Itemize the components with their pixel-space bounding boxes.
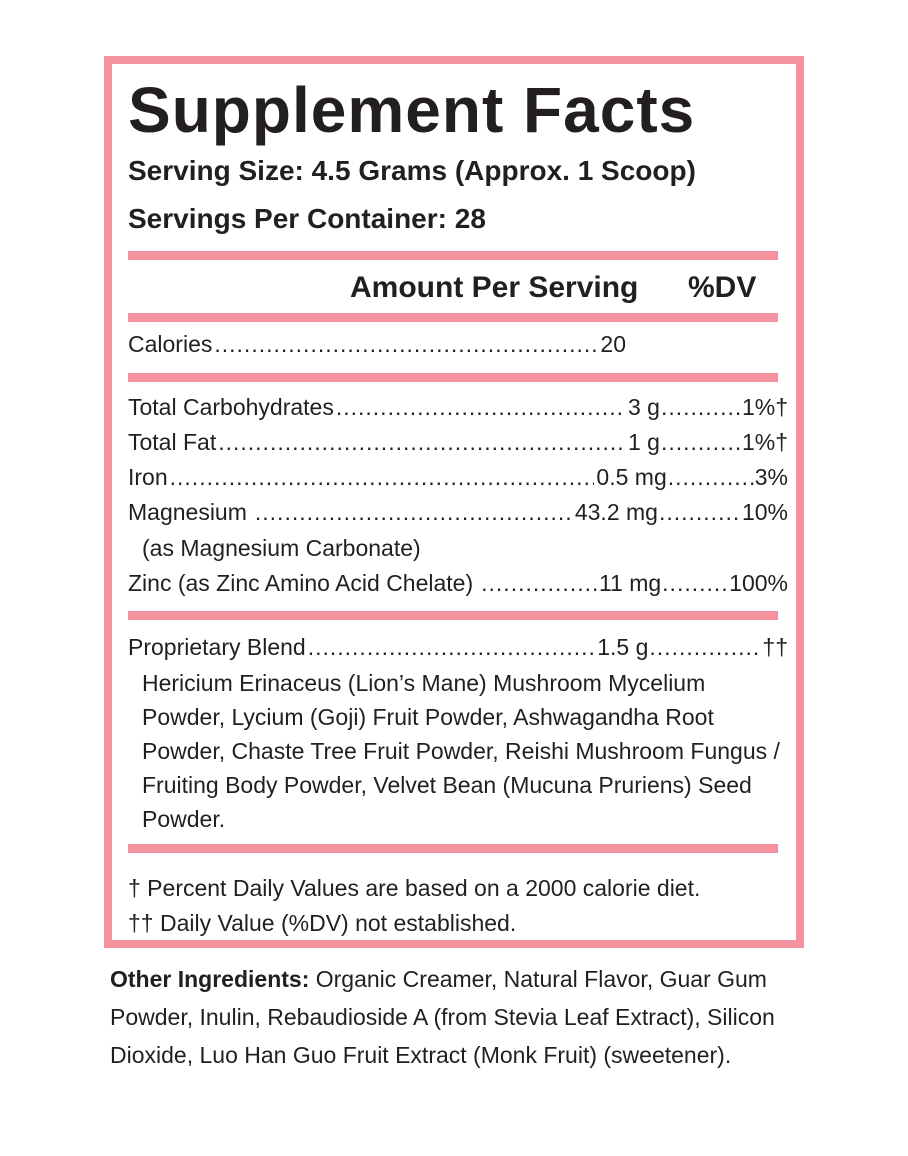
other-ingredients-label: Other Ingredients: [110, 966, 310, 992]
nutrient-dv: 10% [741, 499, 788, 525]
nutrient-amount: 11 mg [598, 570, 662, 596]
leader-dots [659, 497, 741, 527]
calories-amount: 20 [600, 331, 626, 357]
blend-dv: †† [762, 634, 788, 660]
nutrient-row [128, 427, 788, 457]
divider-thick [128, 251, 778, 260]
calories-row [128, 329, 626, 359]
leader-dots [661, 392, 741, 422]
leader-dots [255, 497, 573, 527]
footnote-not-established: †† Daily Value (%DV) not established. [128, 910, 517, 936]
panel-content [128, 64, 788, 940]
zinc-row [128, 568, 788, 598]
divider-calories [128, 373, 778, 382]
blend-label: Proprietary Blend [128, 634, 306, 660]
nutrient-dv: 100% [729, 570, 788, 596]
panel-title: Supplement Facts [128, 74, 696, 146]
nutrient-amount: 0.5 mg [596, 464, 667, 490]
other-ingredients [110, 960, 810, 1074]
blend-ingredients: Hericium Erinaceus (Lion’s Mane) Mushroom Mycelium Powder, Lycium (Goji) Fruit Powder, Ashwagandha Root Powder, Chaste Tree Fruit Powder, Reishi Mushroom Fungus / Fruiting Body Powder, Velvet Bean (Mucuna Pruriens) Seed Powder. [142, 670, 780, 832]
blend-row [128, 632, 788, 662]
header-amount: Amount Per Serving [350, 271, 639, 304]
other-ingredients-text: Organic Creamer, Natural Flavor, Guar Gum Powder, Inulin, Rebaudioside A (from Stevia Leaf Extract), Silicon Dioxide, Luo Han Guo Fruit Extract (Monk Fruit) (sweetener). [110, 966, 775, 1068]
nutrient-dv: 1%† [741, 394, 788, 420]
nutrient-label: Total Fat [128, 429, 217, 455]
nutrient-row [128, 462, 788, 492]
servings-per-container: Servings Per Container: 28 [128, 203, 486, 234]
leader-dots [308, 632, 596, 662]
nutrient-amount: 3 g [627, 394, 660, 420]
footnote-dv: † Percent Daily Values are based on a 2000 calorie diet. [128, 875, 701, 901]
nutrient-label: Zinc (as Zinc Amino Acid Chelate) [128, 570, 474, 596]
nutrient-row [128, 392, 788, 422]
leader-dots [336, 392, 626, 422]
nutrient-label: Total Carbohydrates [128, 394, 334, 420]
leader-dots [661, 427, 741, 457]
leader-dots [649, 632, 761, 662]
leader-dots [668, 462, 754, 492]
divider-header [128, 313, 778, 322]
supplement-facts-panel [104, 56, 804, 948]
nutrient-dv: 3% [754, 464, 788, 490]
nutrient-label: Iron [128, 464, 168, 490]
nutrient-dv: 1%† [741, 429, 788, 455]
header-dv: %DV [688, 271, 757, 304]
calories-label: Calories [128, 331, 213, 357]
blend-amount: 1.5 g [597, 634, 649, 660]
nutrient-amount: 43.2 mg [574, 499, 658, 525]
serving-size: Serving Size: 4.5 Grams (Approx. 1 Scoop) [128, 155, 696, 186]
leader-dots [170, 462, 595, 492]
leader-dots [214, 329, 598, 359]
nutrient-amount: 1 g [627, 429, 660, 455]
nutrient-label: Magnesium [128, 499, 247, 525]
leader-dots [481, 568, 597, 598]
divider-blend [128, 844, 778, 853]
divider-nutrients [128, 611, 778, 620]
magnesium-note: (as Magnesium Carbonate) [142, 535, 421, 561]
nutrient-row [128, 497, 788, 527]
leader-dots [218, 427, 626, 457]
leader-dots [662, 568, 728, 598]
